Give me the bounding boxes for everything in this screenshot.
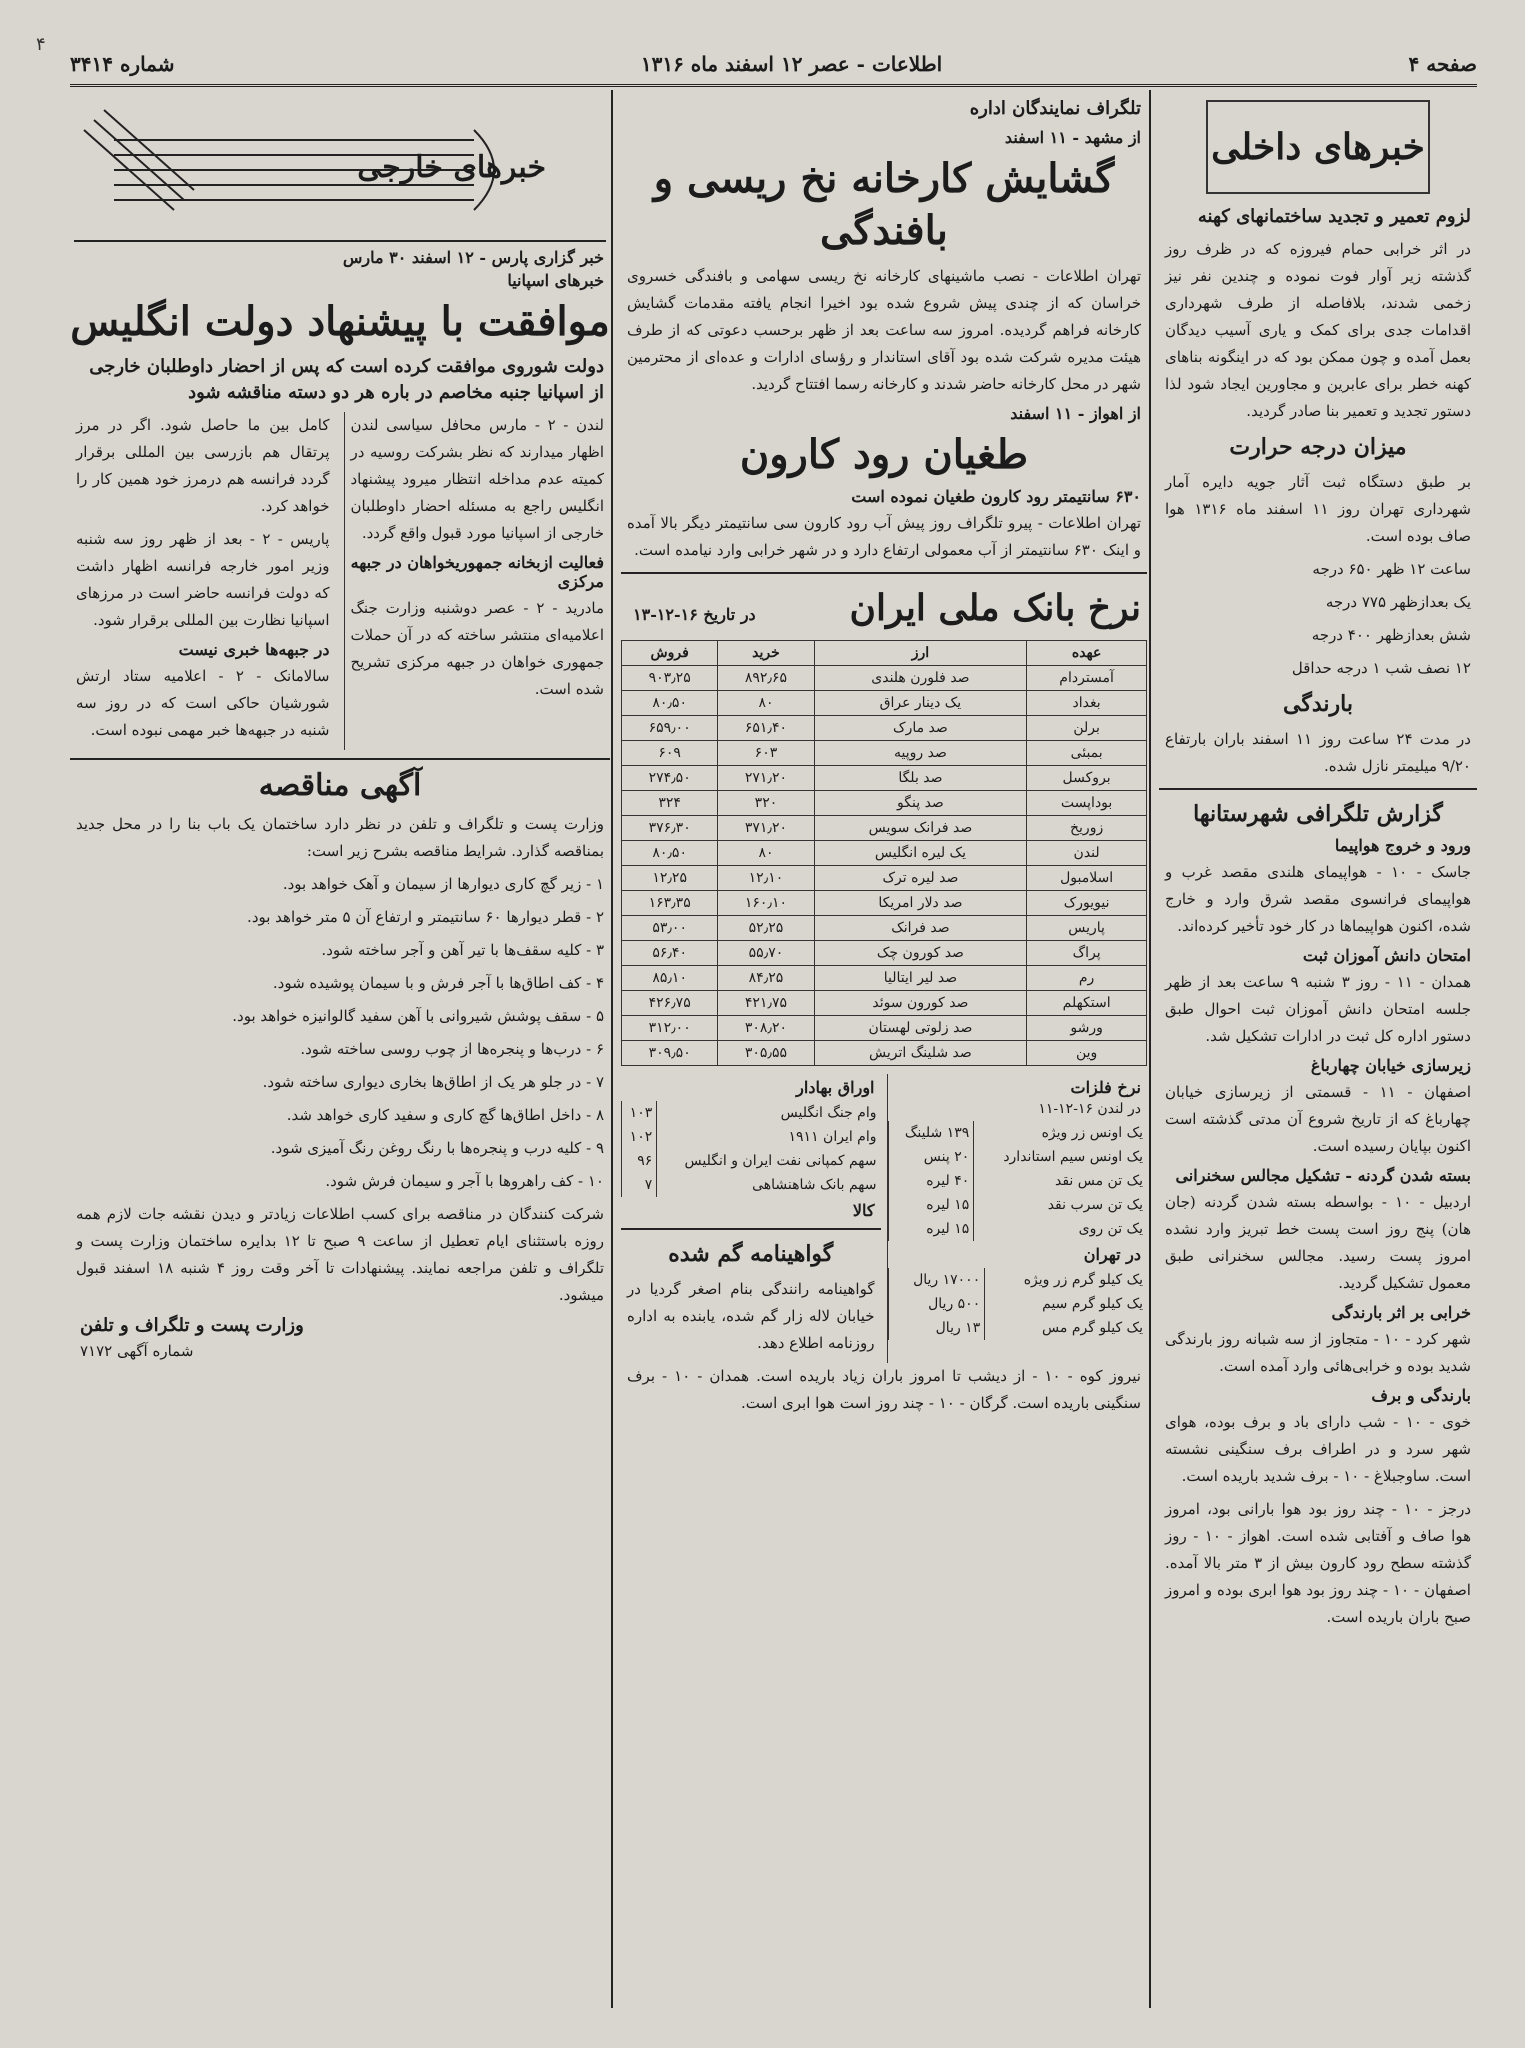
ad-item: ۳ - کلیه سقف‌ها با تیر آهن و آجر ساخته شود. [321,941,604,959]
foreign-section-banner [74,90,606,242]
ad-intro: وزارت پست و تلگراف و تلفن در نظر دارد ساختمان یک باب بنا را در محل جدید بمناقصه گذارد. شرایط مناقصه بشرح زیر است: [76,815,604,860]
headline-england-proposal: موافقت با پیشنهاد دولت انگلیس [70,298,610,345]
table-cell: صد بلگا [814,766,1027,791]
table-cell: صد پنگو [814,791,1027,816]
metals-date: در لندن ۱۶-۱۲-۱۱ [1038,1101,1141,1117]
metals-row [888,1169,1147,1193]
table-cell: ۶۰۳ [718,741,814,766]
article-no-news: سالامانک - ۲ - اعلامیه ستاد ارتش شورشیان حاکی است که در روز سه شنبه در جبهه‌ها خبر مهمی نبوده است. [76,667,330,739]
header-city: عهده [1027,641,1147,666]
bank-rate-row [622,1041,1147,1066]
table-cell: ۵۳٫۰۰ [622,916,718,941]
article-rainfall: در مدت ۲۴ ساعت روز ۱۱ اسفند باران بارتفاع ۹/۲۰ میلیمتر نازل شده. [1165,730,1471,775]
table-cell: ۳۷۶٫۳۰ [622,816,718,841]
table-cell: پراگ [1027,941,1147,966]
securities-row [622,1149,881,1173]
bank-rate-row [622,716,1147,741]
ad-item: ۱۰ - کف راهروها با آجر و سیمان فرش شود. [325,1172,604,1190]
table-cell: صد لیره ترک [814,866,1027,891]
bank-rate-row [622,691,1147,716]
foreign-articles [70,412,610,750]
table-cell: ۵۶٫۴۰ [622,941,718,966]
table-cell: ۳۲۴ [622,791,718,816]
table-cell: ۴۲۶٫۷۵ [622,991,718,1016]
table-cell: ۱۰۳ [622,1101,657,1125]
ad-title: آگهی مناقصه [258,768,422,803]
ad-item: ۵ - سقف پوشش شیروانی با آهن سفید گالوانیزه خواهد بود. [232,1007,604,1025]
headline-exam: امتحان دانش آموزان ثبت [1302,946,1471,965]
lost-license-text: گواهینامه رانندگی بنام اصغر گردیا در خیابان لاله زار گم شده، یابنده به اداره روزنامه اطلاع دهد. [627,1280,875,1352]
ad-item: ۴ - کف اطاق‌ها با آجر فرش و با سیمان پوشیده شود. [272,974,604,992]
table-cell: صد روپیه [814,741,1027,766]
divider [70,758,610,760]
dateline-ahvaz: از اهواز - ۱۱ اسفند [1010,404,1141,423]
wire-line: خبر گزاری پارس - ۱۲ اسفند ۳۰ مارس [342,248,604,267]
headline-temperature: میزان درجه حرارت [1229,434,1407,460]
telegraph-label: تلگراف نمایندگان اداره [969,98,1141,119]
article-temperature: بر طبق دستگاه ثبت آثار جویه دایره آمار شهرداری تهران روز ۱۱ اسفند ماه ۱۳۱۶ هوا صاف بوده است. [1165,473,1471,545]
scan-mark: ۴ [36,34,46,55]
foreign-col-right [344,412,611,750]
table-cell: وین [1027,1041,1147,1066]
bank-rate-row [622,841,1147,866]
temperature-row: ساعت ۱۲ ظهر ۶۵۰ درجه [1312,560,1471,578]
temperature-row: یک بعدازظهر ۷۷۵ درجه [1325,593,1471,611]
table-cell: ۵۰۰ ریال [888,1292,985,1316]
table-cell: ۴۲۱٫۷۵ [718,991,814,1016]
table-cell: ۹۰۳٫۲۵ [622,666,718,691]
table-cell: ۳۰۸٫۲۰ [718,1016,814,1041]
ad-item: ۷ - در جلو هر یک از اطاق‌ها بخاری دیواری ساخته شود. [262,1073,604,1091]
table-cell: صد کورون سوئد [814,991,1027,1016]
table-cell: وام ایران ۱۹۱۱ [657,1125,881,1149]
article-weather-more: درجز - ۱۰ - چند روز بود هوا بارانی بود، امروز هوا صاف و آفتابی شده است. اهواز - ۱۰ - روز گذشته سطح رود کارون بیش از ۳ متر بالا آمده. اصفهان - ۱۰ - چند روز بود هوا ابری بوده و امروز صبح باران باریده است. [1165,1500,1471,1626]
metals-table [888,1121,1148,1241]
table-cell: بوداپست [1027,791,1147,816]
table-cell: صد فرانک سویس [814,816,1027,841]
table-cell: یک کیلو گرم سیم [985,1292,1147,1316]
temperature-row: ۱۲ نصف شب ۱ درجه حداقل [1291,659,1471,677]
table-cell: ۶۰۹ [622,741,718,766]
bank-table-body [622,666,1147,1066]
table-cell: صد فرانک [814,916,1027,941]
metals-row [888,1193,1147,1217]
tehran-row [888,1268,1147,1292]
bank-rate-row [622,741,1147,766]
bank-header [627,582,1141,634]
table-cell: ۱۰۲ [622,1125,657,1149]
table-cell: ۳۰۵٫۵۵ [718,1041,814,1066]
securities-title: اوراق بهادار [796,1078,875,1097]
header-buy: خرید [718,641,814,666]
ad-items-list [70,871,610,1195]
securities-table [621,1101,881,1197]
table-cell: صد زلوتی لهستان [814,1016,1027,1041]
article-chaharbagh: اصفهان - ۱۱ - قسمتی از زیرسازی خیابان چهارباغ که از تاریخ شروع آن مدتی گذشته است اکنون بپایان رسیده است. [1165,1083,1471,1155]
metals-title: نرخ فلزات [1070,1078,1141,1097]
tehran-title: در تهران [1083,1245,1141,1264]
article-old-buildings: در اثر خرابی حمام فیروزه که در ظرف روز گذشته زیر آوار فوت نموده و چندین نفر نیز زخمی شدند، بلافاصله از طرف شهرداری اقدامات جدی برای کمک و یاری آسیب دیدگان بعمل آمده و چون ممکن بود که در اینگونه بناهای کهنه خطر برای عابرین و مجاورین ایجاد شود لذا دستور تجدید و تعمیر بنا صادر گردید. [1165,240,1471,420]
headline-front: فعالیت ازبخانه جمهوریخواهان در جبهه مرکزی [350,553,604,591]
article-factory: تهران اطلاعات - نصب ماشینهای کارخانه نخ ریسی سهامی و بافندگی خسروی خراسان که از چندی پیش شروع شده بود اخیرا انجام یافته مقدمات گشایش کارخانه فراهم گردیده. امروز سه ساعت بعد از ظهر برحسب دعوتی که از طرف هیئت مدیره شرکت شده بود آقای استاندار و رؤسای ادارات و عده‌ای از محترمین شهر در محل کارخانه حاضر شدند و کارخانه رسما افتتاح گردید. [627,267,1141,393]
table-cell: سهم بانک شاهنشاهی [657,1173,881,1197]
table-cell: ۱۵ لیره [888,1217,974,1241]
masthead [70,44,1477,87]
table-cell: ۸۰ [718,691,814,716]
article-london: لندن - ۲ - مارس محافل سیاسی لندن اظهار میدارند که نظر بشرکت روسیه در کمیته عدم مداخله انتظار میرود پیشنهاد انگلیس راجع به مسئله احضار داوطلبان خارجی از اسپانیا مورد قبول واقع گردد. [350,416,604,542]
headline-provinces: گزارش تلگرافی شهرستانها [1193,801,1443,827]
table-cell: نیویورک [1027,891,1147,916]
table-cell: ۶۵۹٫۰۰ [622,716,718,741]
securities-box [621,1074,881,1363]
domestic-column [1149,90,1477,2008]
table-cell: ۳۰۹٫۵۰ [622,1041,718,1066]
table-cell: صد لیر ایتالیا [814,966,1027,991]
securities-row [622,1173,881,1197]
table-cell: اسلامبول [1027,866,1147,891]
ad-item: ۶ - درب‌ها و پنجره‌ها از چوب روسی ساخته شود. [300,1040,604,1058]
middle-column [611,90,1147,2008]
securities-table-body [622,1101,881,1197]
table-cell: یک اونس سیم استاندارد [974,1145,1147,1169]
table-cell: یک لیره انگلیس [814,841,1027,866]
table-cell: ۱۳۹ شلینگ [888,1121,974,1145]
table-cell: ۵۲٫۲۵ [718,916,814,941]
tehran-table [888,1268,1148,1340]
table-cell: ۵۵٫۷۰ [718,941,814,966]
table-cell: سهم کمپانی نفت ایران و انگلیس [657,1149,881,1173]
ad-number: شماره آگهی ۷۱۷۲ [80,1342,194,1360]
bank-rate-row [622,666,1147,691]
headline-factory: گشایش کارخانه نخ ریسی و بافندگی [653,155,1115,254]
table-cell: ۹۶ [622,1149,657,1173]
table-cell: ۱۶۳٫۳۵ [622,891,718,916]
table-cell: صد دلار امریکا [814,891,1027,916]
headline-no-news: در جبهه‌ها خبری نیست [178,640,330,659]
article-rain-damage: شهر کرد - ۱۰ - متجاوز از سه شبانه روز بارندگی شدید بوده و خرابی‌هائی وارد آمده است. [1165,1330,1471,1375]
article-border: کامل بین ما حاصل شود. اگر در مرز پرتقال هم بازرسی بین المللی برقرار گردد فرانسه هم درمرز خود همین کار را خواهد کرد. [76,416,330,515]
table-cell: ۱۶۰٫۱۰ [718,891,814,916]
metals-table-body [888,1121,1147,1241]
domestic-section-title: خبرهای داخلی [1206,100,1430,194]
table-cell: ۷ [622,1173,657,1197]
table-cell: پاریس [1027,916,1147,941]
bank-rate-row [622,766,1147,791]
bank-rate-row [622,1016,1147,1041]
table-cell: بغداد [1027,691,1147,716]
table-cell: لندن [1027,841,1147,866]
ad-item: ۱ - زیر گچ کاری دیوارها از سیمان و آهک خواهد بود. [282,875,604,893]
subhead-england-proposal: دولت شوروی موافقت کرده است که پس از احضار داوطلبان خارجی از اسپانیا جنبه مخاصم در باره هر دو دسته مناقشه شود [89,356,604,403]
headline-airplanes: ورود و خروج هواپیما [1334,836,1471,855]
table-cell: یک تن سرب نقد [974,1193,1147,1217]
table-cell: ۸۵٫۱۰ [622,966,718,991]
table-cell: ۳۲۰ [718,791,814,816]
issue-number: شماره ۳۴۱۴ [70,52,175,76]
securities-row [622,1101,881,1125]
headline-pass-closed: بسته شدن گردنه - تشکیل مجالس سخنرانی [1175,1166,1471,1185]
bank-rate-row [622,966,1147,991]
table-cell: صد فلورن هلندی [814,666,1027,691]
headline-rain-snow: بارندگی و برف [1371,1386,1471,1405]
table-cell: ۸۰٫۵۰ [622,841,718,866]
article-airplanes: جاسک - ۱۰ - هواپیمای هلندی مقصد غرب و هواپیمای فرانسوی مقصد شرق وارد و خارج شده، اکنون هواپیماها در کار خود تأخیر کرده‌اند. [1165,863,1471,935]
divider [621,572,1147,574]
lost-license-title: گواهینامه گم شده [668,1241,834,1267]
headline-rainfall: بارندگی [1283,691,1353,717]
table-cell: یک دینار عراق [814,691,1027,716]
weather-bottom: نیروز کوه - ۱۰ - از دیشب تا امروز باران زیاد باریده است. همدان - ۱۰ - برف سنگینی باریده است. گرگان - ۱۰ - چند روز است هوا ابری است. [627,1367,1141,1412]
markets-section [621,1074,1147,1363]
bank-rate-row [622,916,1147,941]
table-cell: بروکسل [1027,766,1147,791]
table-cell: وام جنگ انگلیس [657,1101,881,1125]
table-cell: آمستردام [1027,666,1147,691]
table-cell: یک تن روی [974,1217,1147,1241]
article-paris: پاریس - ۲ - بعد از ظهر روز سه شنبه وزیر امور خارجه فرانسه اظهار داشت که دولت فرانسه حاضر است در مرزهای اسپانیا نظارت بین المللی برقرار شود. [76,530,330,629]
header-sell: فروش [622,641,718,666]
table-cell: یک اونس زر ویژه [974,1121,1147,1145]
article-exam: همدان - ۱۱ - روز ۳ شنبه ۹ ساعت بعد از ظهر جلسه امتحان دانش آموزان ثبت احوال طبق دستور اداره کل ثبت در ادارات تشکیل شد. [1165,973,1472,1045]
table-cell: یک کیلو گرم زر ویژه [985,1268,1147,1292]
metals-box [887,1074,1148,1363]
divider [1159,788,1477,790]
bank-rate-row [622,991,1147,1016]
table-cell: صد مارک [814,716,1027,741]
bank-rate-row [622,941,1147,966]
bank-date: در تاریخ ۱۶-۱۲-۱۳ [633,605,756,624]
table-cell: استکهلم [1027,991,1147,1016]
table-cell: ۸۴٫۲۵ [718,966,814,991]
wire-sub: خبرهای اسپانیا [507,271,604,290]
table-cell: ۸۰ [718,841,814,866]
ad-item: ۲ - قطر دیوارها ۶۰ سانتیمتر و ارتفاع آن ۵ متر خواهد بود. [247,908,604,926]
table-cell: ۲۷۴٫۵۰ [622,766,718,791]
table-cell: ۱۳ ریال [888,1316,985,1340]
metals-row [888,1121,1147,1145]
subhead-karun: ۶۳۰ سانتیمتر رود کارون طغیان نموده است [851,487,1141,506]
article-karun: تهران اطلاعات - پیرو تلگراف روز پیش آب رود کارون سی سانتیمتر دیگر بالا آمده و اینک ۶۳۰ سانتیمتر از آب معمولی ارتفاع دارد و در شهر خرابی وارد نیامده است. [627,514,1141,559]
securities-row [622,1125,881,1149]
header-currency: ارز [814,641,1027,666]
article-front: مادرید - ۲ - عصر دوشنبه وزارت جنگ اعلامیه‌ای منتشر ساخته که در آن حملات جمهوری خواهان در جبهه مرکزی تشریح شده است. [350,599,604,698]
metals-row [888,1145,1147,1169]
headline-karun: طغیان رود کارون [739,431,1029,478]
foreign-col-left [70,412,336,750]
table-cell: ۶۵۱٫۴۰ [718,716,814,741]
commodities-title: کالا [852,1201,875,1220]
ad-closing: شرکت کنندگان در مناقصه برای کسب اطلاعات زیادتر و دیدن نقشه جات لازم همه روزه باستثنای ایام تعطیل از ساعت ۹ صبح تا ۱۲ بدایره ساختمان وزارت پست و تلگراف و تلفن مراجعه نمایند. پیشنهادات تا آخر وقت روز ۴ شنبه ۱۸ اسفند قبول میشود. [76,1205,604,1304]
table-cell: یک تن مس نقد [974,1169,1147,1193]
bank-rate-table [621,640,1147,1066]
bank-table-header [622,641,1147,666]
bank-headline: نرخ بانک ملی ایران [849,587,1141,629]
article-rain-snow: خوی - ۱۰ - شب دارای باد و برف بوده، هوای شهر سرد و در اطراف برف سنگینی نشسته است. ساوجبلاغ - ۱۰ - برف شدید باریده است. [1165,1413,1471,1485]
temperature-row: شش بعدازظهر ۴۰۰ درجه [1311,626,1471,644]
table-cell: صد شلینگ اتریش [814,1041,1027,1066]
table-cell: ۳۷۱٫۲۰ [718,816,814,841]
table-cell: ۲۷۱٫۲۰ [718,766,814,791]
tehran-row [888,1316,1147,1340]
table-cell: ۲۰ پنس [888,1145,974,1169]
table-cell: ۴۰ لیره [888,1169,974,1193]
bank-rate-row [622,866,1147,891]
tehran-table-body [888,1268,1147,1340]
table-cell: ۱۷۰۰۰ ریال [888,1268,985,1292]
table-cell: ۸۰٫۵۰ [622,691,718,716]
table-cell: ۳۱۲٫۰۰ [622,1016,718,1041]
table-cell: ۱۵ لیره [888,1193,974,1217]
table-cell: زوریخ [1027,816,1147,841]
foreign-section-title: خبرهای خارجی [357,150,546,185]
headline-chaharbagh: زیرسازی خیابان چهارباغ [1310,1056,1471,1075]
table-cell: برلن [1027,716,1147,741]
issue-line: اطلاعات - عصر ۱۲ اسفند ماه ۱۳۱۶ [640,52,943,76]
table-cell: ۱۲٫۲۵ [622,866,718,891]
tehran-row [888,1292,1147,1316]
bank-rate-row [622,816,1147,841]
ad-item: ۹ - کلیه درب و پنجره‌ها با رنگ روغن رنگ آمیزی شود. [270,1139,604,1157]
table-cell: ۱۲٫۱۰ [718,866,814,891]
divider [621,1228,881,1230]
ad-item: ۸ - داخل اطاق‌ها گچ کاری و سفید کاری خواهد شد. [286,1106,604,1124]
temperature-list [1159,556,1477,682]
table-cell: یک کیلو گرم مس [985,1316,1147,1340]
ad-signature: وزارت پست و تلگراف و تلفن [80,1315,304,1336]
table-cell: صد کورون چک [814,941,1027,966]
metals-row [888,1217,1147,1241]
headline-old-buildings: لزوم تعمیر و تجدید ساختمانهای کهنه [1197,206,1471,227]
headline-rain-damage: خرابی بر اثر بارندگی [1331,1303,1471,1322]
page-label: صفحه ۴ [1408,52,1477,76]
foreign-column [70,90,610,2008]
table-cell: ورشو [1027,1016,1147,1041]
table-cell: ۸۹۲٫۶۵ [718,666,814,691]
dateline-mashhad: از مشهد - ۱۱ اسفند [1004,128,1141,147]
bank-rate-row [622,791,1147,816]
bank-rate-row [622,891,1147,916]
table-cell: بمبئی [1027,741,1147,766]
table-cell: رم [1027,966,1147,991]
article-pass-closed: اردبیل - ۱۰ - بواسطه بسته شدن گردنه (جان هان) پنج روز است پست خط تبریز وارد نشده امروز پست رسید. مجالس سخنرانی طبق معمول تشکیل گردید. [1165,1193,1471,1292]
